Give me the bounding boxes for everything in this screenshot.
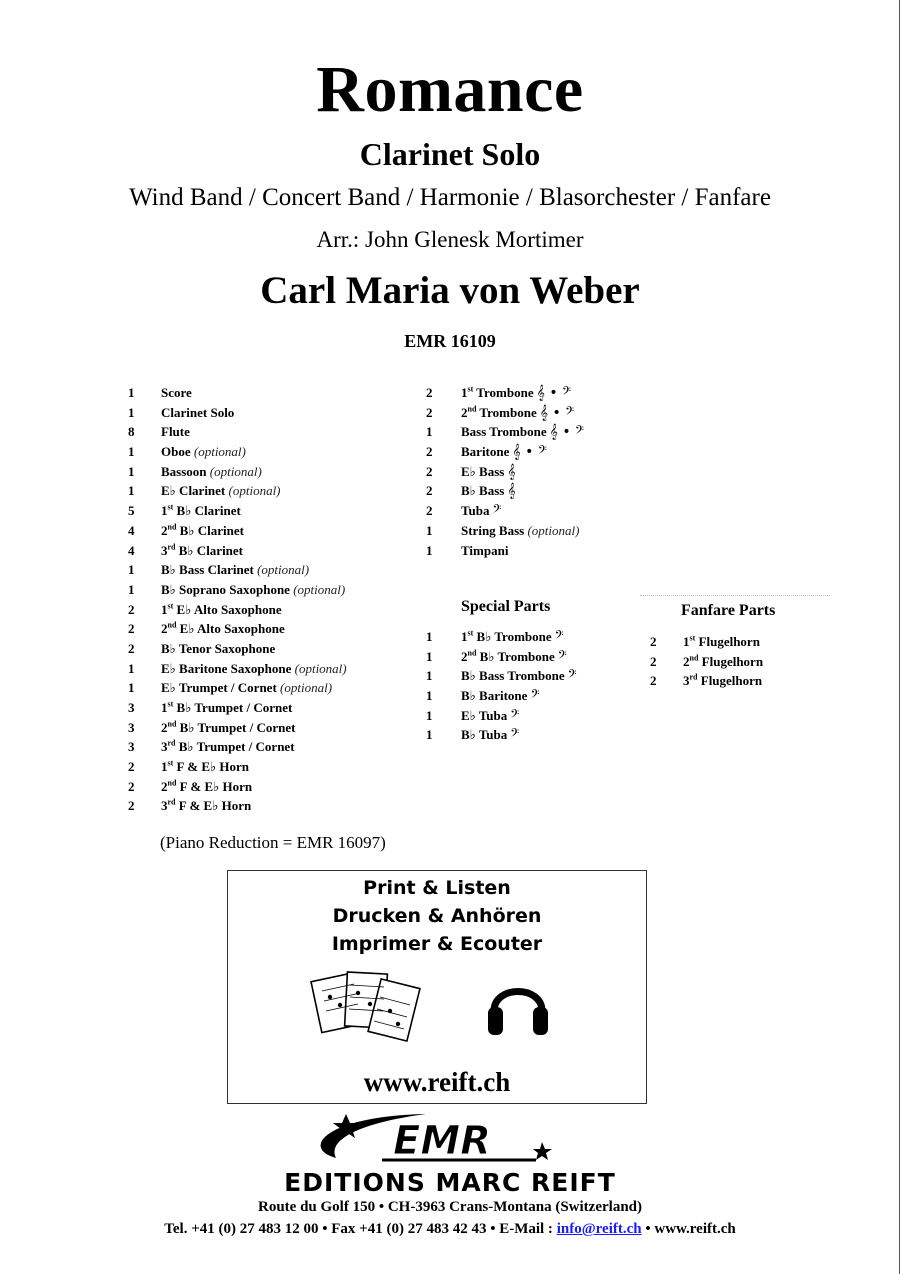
part-quantity: 1	[128, 483, 135, 499]
part-name: String Bass	[461, 522, 525, 538]
part-name: Flute	[161, 424, 190, 440]
part-quantity: 1	[128, 463, 135, 479]
part-name: E♭ Clarinet	[161, 483, 226, 499]
part-name: Timpani	[461, 542, 509, 558]
divider	[640, 595, 830, 596]
optional-note: (optional)	[193, 444, 246, 460]
clef-icon: 𝄢	[567, 668, 577, 685]
part-name: B♭ Bass Trombone	[461, 668, 565, 684]
optional-note: (optional)	[257, 562, 310, 578]
part-name-cell	[461, 706, 519, 727]
part-name: 3rd Flugelhorn	[683, 673, 763, 689]
clef-icon: 𝄢	[557, 648, 567, 665]
part-quantity: 1	[128, 680, 135, 696]
part-name: Bass Trombone	[461, 424, 547, 440]
clef-icon: 𝄞 • 𝄢	[512, 444, 547, 461]
part-quantity: 1	[128, 562, 135, 578]
part-quantity: 1	[426, 727, 433, 743]
part-name-cell	[461, 647, 567, 668]
clef-icon: 𝄞 • 𝄢	[549, 424, 585, 441]
part-quantity: 1	[128, 660, 135, 676]
part-name-cell	[161, 481, 281, 501]
part-quantity: 2	[650, 634, 657, 649]
part-name-cell	[161, 757, 249, 777]
part-name-cell	[161, 600, 282, 620]
subtitle: Clarinet Solo	[359, 136, 541, 172]
part-name-cell	[461, 481, 516, 502]
part-name: E♭ Baritone Saxophone	[161, 660, 292, 676]
part-name: Score	[161, 385, 192, 400]
part-name-cell	[461, 462, 516, 483]
clef-icon: 𝄞 • 𝄢	[539, 404, 575, 421]
part-name: 3rd F & E♭ Horn	[161, 798, 252, 814]
part-name: B♭ Bass	[461, 483, 505, 499]
part-name-cell	[683, 671, 762, 691]
publisher-name: EDITIONS MARC REIFT	[284, 1168, 616, 1197]
clef-icon: 𝄢	[510, 727, 520, 744]
part-name-cell	[161, 678, 332, 698]
part-name-cell	[461, 383, 571, 404]
part-name: B♭ Bass Clarinet	[161, 562, 254, 578]
part-quantity: 1	[426, 688, 433, 704]
part-name: 2nd B♭ Trombone	[461, 648, 555, 664]
publisher-contact	[0, 1221, 900, 1238]
part-quantity: 1	[426, 648, 433, 664]
part-name: 2nd B♭ Trumpet / Cornet	[161, 719, 296, 735]
part-name-cell	[161, 718, 295, 738]
part-name: 1st Trombone	[461, 384, 534, 400]
emr-logo	[306, 1108, 566, 1168]
part-quantity: 2	[426, 503, 433, 519]
part-name-cell	[461, 627, 564, 648]
part-name-cell	[461, 442, 547, 463]
part-name: 1st B♭ Clarinet	[161, 502, 241, 519]
part-name: B♭ Tenor Saxophone	[161, 640, 276, 656]
part-name: 2nd E♭ Alto Saxophone	[161, 620, 285, 637]
part-quantity: 2	[426, 463, 433, 479]
part-quantity: 2	[650, 673, 657, 689]
part-name-cell	[461, 725, 519, 746]
part-quantity: 1	[128, 581, 135, 597]
part-quantity: 3	[128, 719, 135, 735]
part-quantity: 1	[426, 707, 433, 723]
part-quantity: 8	[128, 424, 135, 440]
clef-icon: 𝄞	[507, 463, 516, 480]
part-name: 2nd Flugelhorn	[683, 653, 764, 669]
clef-icon: 𝄢	[510, 707, 520, 724]
contact-website: • www.reift.ch	[641, 1221, 736, 1237]
part-name-cell	[161, 619, 285, 639]
part-quantity: 1	[426, 522, 433, 538]
clef-icon: 𝄢	[554, 629, 564, 645]
emr-logo-text: EMR	[393, 1118, 491, 1164]
contact-phone-fax: Tel. +41 (0) 27 483 12 00 • Fax +41 (0) 27 483 42 43 • E-Mail :	[164, 1221, 557, 1237]
part-name: 2nd F & E♭ Horn	[161, 778, 253, 794]
part-quantity: 1	[426, 629, 433, 644]
piano-reduction-note: (Piano Reduction = EMR 16097)	[160, 833, 386, 852]
part-quantity: 2	[426, 483, 433, 499]
part-name-cell	[161, 659, 347, 679]
part-name-cell	[161, 737, 295, 757]
part-quantity: 2	[128, 778, 135, 794]
part-name-cell	[161, 698, 292, 718]
title: Romance	[316, 53, 584, 126]
part-name: B♭ Baritone	[461, 688, 528, 704]
part-quantity: 1	[128, 444, 135, 460]
headphones-icon	[486, 971, 550, 1043]
part-quantity: 1	[426, 424, 433, 440]
part-name-cell	[161, 777, 252, 797]
part-name: 1st E♭ Alto Saxophone	[161, 601, 282, 617]
part-quantity: 1	[128, 404, 135, 420]
part-name-cell	[161, 422, 190, 442]
part-name: Bassoon	[161, 463, 207, 479]
clef-icon: 𝄞 • 𝄢	[536, 385, 572, 401]
part-quantity: 3	[128, 739, 135, 755]
part-name-cell	[461, 521, 579, 541]
part-name-cell	[161, 442, 246, 462]
part-quantity: 2	[426, 385, 433, 400]
part-name: 2nd Trombone	[461, 404, 537, 420]
part-name: 1st B♭ Trombone	[461, 628, 552, 644]
optional-note: (optional)	[527, 522, 580, 538]
part-name: B♭ Tuba	[461, 727, 508, 743]
arranger-line: Arr.: John Glenesk Mortimer	[316, 227, 584, 252]
part-name-cell	[161, 639, 275, 659]
optional-note: (optional)	[209, 463, 262, 479]
part-name-cell	[461, 686, 539, 707]
clef-icon: 𝄞	[507, 483, 516, 500]
part-name: 3rd B♭ Trumpet / Cornet	[161, 739, 295, 755]
part-quantity: 2	[128, 621, 135, 637]
optional-note: (optional)	[293, 581, 346, 597]
part-quantity: 1	[426, 542, 433, 558]
part-name-cell	[461, 541, 508, 561]
clef-icon: 𝄢	[492, 503, 502, 520]
sheet-music-icon	[310, 969, 422, 1049]
part-quantity: 1	[128, 385, 135, 400]
promo-line-en: Print & Listen	[363, 877, 511, 899]
optional-note: (optional)	[280, 680, 333, 696]
part-name-cell	[161, 383, 192, 403]
promo-line-fr: Imprimer & Ecouter	[331, 933, 543, 955]
promo-line-de: Drucken & Anhören	[332, 905, 542, 927]
part-quantity: 5	[128, 503, 135, 519]
print-listen-box	[227, 870, 647, 1104]
part-name-cell	[683, 652, 763, 672]
part-name: 1st B♭ Trumpet / Cornet	[161, 699, 293, 715]
part-name-cell	[161, 580, 345, 600]
optional-note: (optional)	[294, 660, 347, 676]
part-name: E♭ Tuba	[461, 707, 508, 723]
part-name-cell	[461, 666, 577, 687]
part-name: Tuba	[461, 503, 490, 519]
publisher-address: Route du Golf 150 • CH-3963 Crans-Montana (Switzerland)	[258, 1199, 642, 1215]
part-name: Clarinet Solo	[161, 404, 235, 420]
catalog-code: EMR 16109	[404, 331, 496, 351]
part-quantity: 2	[128, 601, 135, 617]
part-name-cell	[461, 501, 501, 522]
part-name: Oboe	[161, 444, 191, 460]
part-name: 3rd B♭ Clarinet	[161, 542, 244, 558]
part-name-cell	[461, 422, 584, 443]
part-name: Baritone	[461, 444, 510, 460]
part-quantity: 3	[128, 700, 135, 715]
part-quantity: 2	[128, 759, 135, 775]
fanfare-parts-heading: Fanfare Parts	[681, 602, 776, 619]
part-name: E♭ Trumpet / Cornet	[161, 680, 277, 696]
composer: Carl Maria von Weber	[260, 269, 640, 312]
part-name-cell	[161, 403, 234, 423]
ensemble-line: Wind Band / Concert Band / Harmonie / Blasorchester / Fanfare	[129, 184, 771, 211]
part-name: B♭ Soprano Saxophone	[161, 581, 290, 597]
part-name: E♭ Bass	[461, 463, 505, 479]
part-quantity: 2	[128, 798, 135, 814]
part-name-cell	[461, 403, 574, 424]
special-parts-heading: Special Parts	[461, 598, 551, 615]
part-quantity: 2	[650, 653, 657, 669]
part-name-cell	[161, 560, 309, 580]
part-name-cell	[161, 796, 251, 816]
part-quantity: 2	[426, 404, 433, 420]
part-name: 1st Flugelhorn	[683, 633, 760, 649]
part-quantity: 4	[128, 542, 135, 558]
part-name-cell	[683, 632, 760, 652]
part-name-cell	[161, 521, 244, 541]
part-quantity: 1	[426, 668, 433, 684]
part-quantity: 4	[128, 522, 135, 538]
part-name-cell	[161, 462, 262, 482]
email-link[interactable]: info@reift.ch	[556, 1221, 642, 1237]
website-url[interactable]: www.reift.ch	[363, 1067, 511, 1097]
part-name-cell	[161, 541, 243, 561]
clef-icon: 𝄢	[530, 688, 540, 705]
part-quantity: 2	[426, 444, 433, 460]
part-name: 1st F & E♭ Horn	[161, 758, 249, 775]
part-quantity: 2	[128, 640, 135, 656]
optional-note: (optional)	[228, 483, 281, 499]
part-name: 2nd B♭ Clarinet	[161, 522, 244, 538]
part-name-cell	[161, 501, 241, 521]
